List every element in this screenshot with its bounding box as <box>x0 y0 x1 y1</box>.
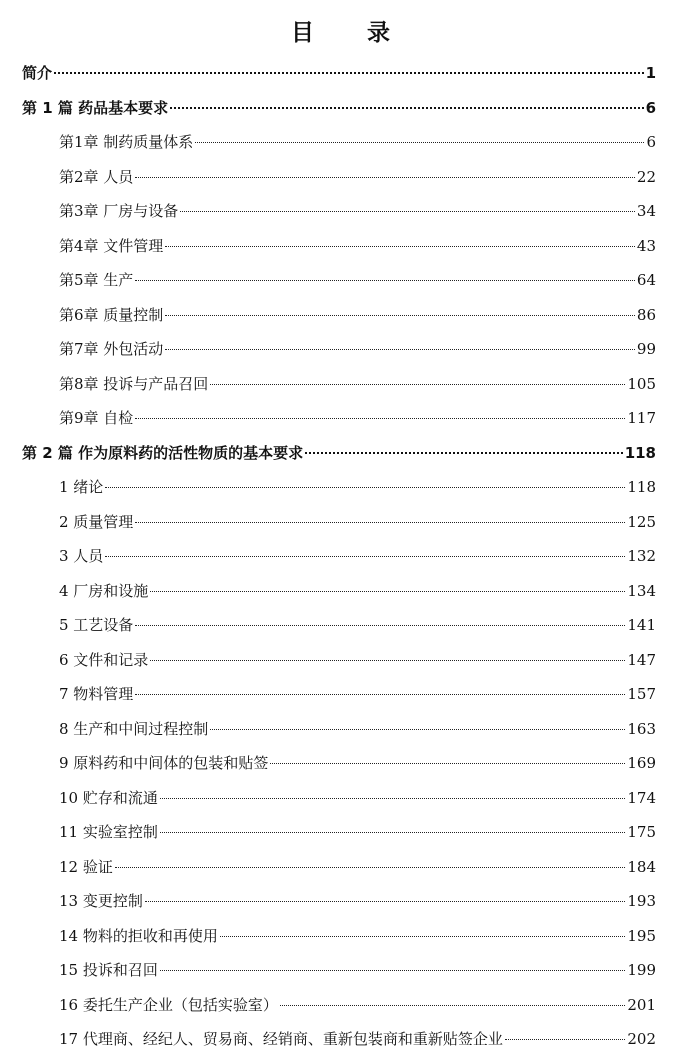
toc-entry-page: 174 <box>627 788 656 807</box>
toc-entry-chapter-9[interactable] <box>22 401 656 436</box>
toc-entry-section-5[interactable] <box>22 608 656 643</box>
toc-entry-label: 15 投诉和召回 <box>59 961 158 979</box>
toc-entry-section-14[interactable] <box>22 919 656 954</box>
dot-leader <box>150 591 625 592</box>
toc-entry-section-1[interactable] <box>22 470 656 505</box>
toc-entry-label: 7 物料管理 <box>59 685 134 703</box>
toc-entry-page: 117 <box>627 409 656 427</box>
toc-entry-section-2[interactable] <box>22 505 656 540</box>
dot-leader <box>145 901 626 902</box>
toc-entry-section-9[interactable] <box>22 746 656 781</box>
toc-entry-label: 5 工艺设备 <box>59 616 134 634</box>
dot-leader <box>165 349 635 350</box>
toc-entry-page: 43 <box>636 236 656 255</box>
toc-entry-section-17[interactable] <box>22 1022 656 1057</box>
toc-entry-label: 第8章 投诉与产品召回 <box>59 374 209 393</box>
toc-entry-page: 163 <box>627 719 656 738</box>
toc-entry-section-12[interactable] <box>22 850 656 885</box>
toc-entry-label: 16 委托生产企业（包括实验室） <box>59 995 278 1014</box>
toc-entry-label: 第7章 外包活动 <box>59 340 164 358</box>
toc-entry-chapter-5[interactable] <box>22 263 656 298</box>
toc-entry-chapter-2[interactable] <box>22 160 656 195</box>
toc-entry-section-6[interactable] <box>22 643 656 678</box>
toc-entry-label: 12 验证 <box>59 857 113 876</box>
toc-entry-section-10[interactable] <box>22 781 656 816</box>
page-title-left: 目 <box>291 20 315 46</box>
toc-entry-label: 13 变更控制 <box>59 892 143 910</box>
toc-entry-part-2[interactable] <box>22 436 656 471</box>
dot-leader <box>170 107 643 109</box>
dot-leader <box>165 246 635 247</box>
toc-entry-part-1[interactable] <box>22 91 656 126</box>
toc-entry-label: 4 厂房和设施 <box>59 581 149 600</box>
toc-entry-page: 141 <box>627 616 656 634</box>
toc-entry-label: 10 贮存和流通 <box>59 788 158 807</box>
dot-leader <box>135 694 625 695</box>
dot-leader <box>305 452 623 454</box>
toc-entry-label: 第9章 自检 <box>59 409 134 427</box>
page-title-right: 录 <box>367 20 391 46</box>
toc-entry-page: 86 <box>636 305 656 324</box>
toc-entry-label: 第5章 生产 <box>59 271 134 289</box>
dot-leader <box>195 142 644 143</box>
toc-entry-page: 199 <box>627 961 656 979</box>
dot-leader <box>180 211 635 212</box>
toc-entry-page: 125 <box>627 512 656 531</box>
dot-leader <box>135 418 625 419</box>
dot-leader <box>135 280 635 281</box>
toc-entry-label: 1 绪论 <box>59 478 104 496</box>
dot-leader <box>150 660 625 661</box>
toc-entry-label: 第3章 厂房与设备 <box>59 202 179 220</box>
toc-entry-label: 第 1 篇 药品基本要求 <box>22 98 169 117</box>
toc-entry-section-16[interactable] <box>22 988 656 1023</box>
toc-entry-chapter-7[interactable] <box>22 332 656 367</box>
dot-leader <box>220 936 626 937</box>
toc-entry-page: 22 <box>636 167 656 186</box>
toc-entry-section-11[interactable] <box>22 815 656 850</box>
toc-entry-section-7[interactable] <box>22 677 656 712</box>
toc-entry-label: 第4章 文件管理 <box>59 236 164 255</box>
dot-leader <box>165 315 635 316</box>
toc-entry-label: 第1章 制药质量体系 <box>59 133 194 151</box>
toc-entry-page: 157 <box>627 685 656 703</box>
toc-entry-section-15[interactable] <box>22 953 656 988</box>
toc-entry-label: 简介 <box>22 64 53 82</box>
toc-entry-page: 64 <box>636 271 656 289</box>
page-title <box>0 14 682 47</box>
toc-entry-page: 202 <box>627 1030 656 1048</box>
dot-leader <box>160 970 626 971</box>
dot-leader <box>505 1039 626 1040</box>
toc-entry-section-3[interactable] <box>22 539 656 574</box>
toc-entry-chapter-3[interactable] <box>22 194 656 229</box>
dot-leader <box>270 763 625 764</box>
toc-entry-page: 193 <box>627 892 656 910</box>
dot-leader <box>160 832 626 833</box>
toc-entry-label: 6 文件和记录 <box>59 650 149 669</box>
toc-entry-section-13[interactable] <box>22 884 656 919</box>
toc-entry-page: 134 <box>627 581 656 600</box>
toc-entry-page: 105 <box>627 374 656 393</box>
toc-entry-page: 118 <box>624 443 656 462</box>
toc-entry-label: 第 2 篇 作为原料药的活性物质的基本要求 <box>22 443 304 462</box>
toc-entry-section-4[interactable] <box>22 574 656 609</box>
dot-leader <box>280 1005 626 1006</box>
toc-entry-chapter-6[interactable] <box>22 298 656 333</box>
toc-entry-page: 169 <box>627 754 656 772</box>
dot-leader <box>210 729 625 730</box>
toc-entry-chapter-4[interactable] <box>22 229 656 264</box>
toc-entry-page: 1 <box>645 64 656 82</box>
dot-leader <box>54 72 644 74</box>
toc-entry-page: 184 <box>627 857 656 876</box>
toc-entry-intro[interactable] <box>22 56 656 91</box>
toc-entry-label: 9 原料药和中间体的包装和贴签 <box>59 754 269 772</box>
toc-entry-page: 118 <box>627 478 656 496</box>
toc-entry-page: 99 <box>636 340 656 358</box>
toc-entry-label: 3 人员 <box>59 547 104 565</box>
toc-entry-label: 14 物料的拒收和再使用 <box>59 926 218 945</box>
toc-entry-page: 175 <box>627 823 656 841</box>
dot-leader <box>135 625 625 626</box>
dot-leader <box>135 522 625 523</box>
table-of-contents <box>22 56 656 1057</box>
dot-leader <box>115 867 626 868</box>
dot-leader <box>105 556 625 557</box>
toc-entry-chapter-8[interactable] <box>22 367 656 402</box>
toc-entry-label: 8 生产和中间过程控制 <box>59 719 209 738</box>
toc-entry-label: 11 实验室控制 <box>59 823 158 841</box>
toc-entry-label: 第6章 质量控制 <box>59 305 164 324</box>
toc-entry-section-8[interactable] <box>22 712 656 747</box>
dot-leader <box>210 384 625 385</box>
dot-leader <box>135 177 635 178</box>
toc-entry-page: 201 <box>627 995 656 1014</box>
toc-entry-page: 6 <box>646 133 656 151</box>
toc-entry-chapter-1[interactable] <box>22 125 656 160</box>
toc-entry-page: 147 <box>627 650 656 669</box>
toc-entry-label: 2 质量管理 <box>59 512 134 531</box>
dot-leader <box>105 487 625 488</box>
toc-entry-page: 195 <box>627 926 656 945</box>
toc-entry-page: 34 <box>636 202 656 220</box>
toc-entry-label: 17 代理商、经纪人、贸易商、经销商、重新包装商和重新贴签企业 <box>59 1030 503 1048</box>
toc-entry-page: 132 <box>627 547 656 565</box>
toc-entry-label: 第2章 人员 <box>59 167 134 186</box>
dot-leader <box>160 798 626 799</box>
toc-entry-page: 6 <box>645 98 656 117</box>
